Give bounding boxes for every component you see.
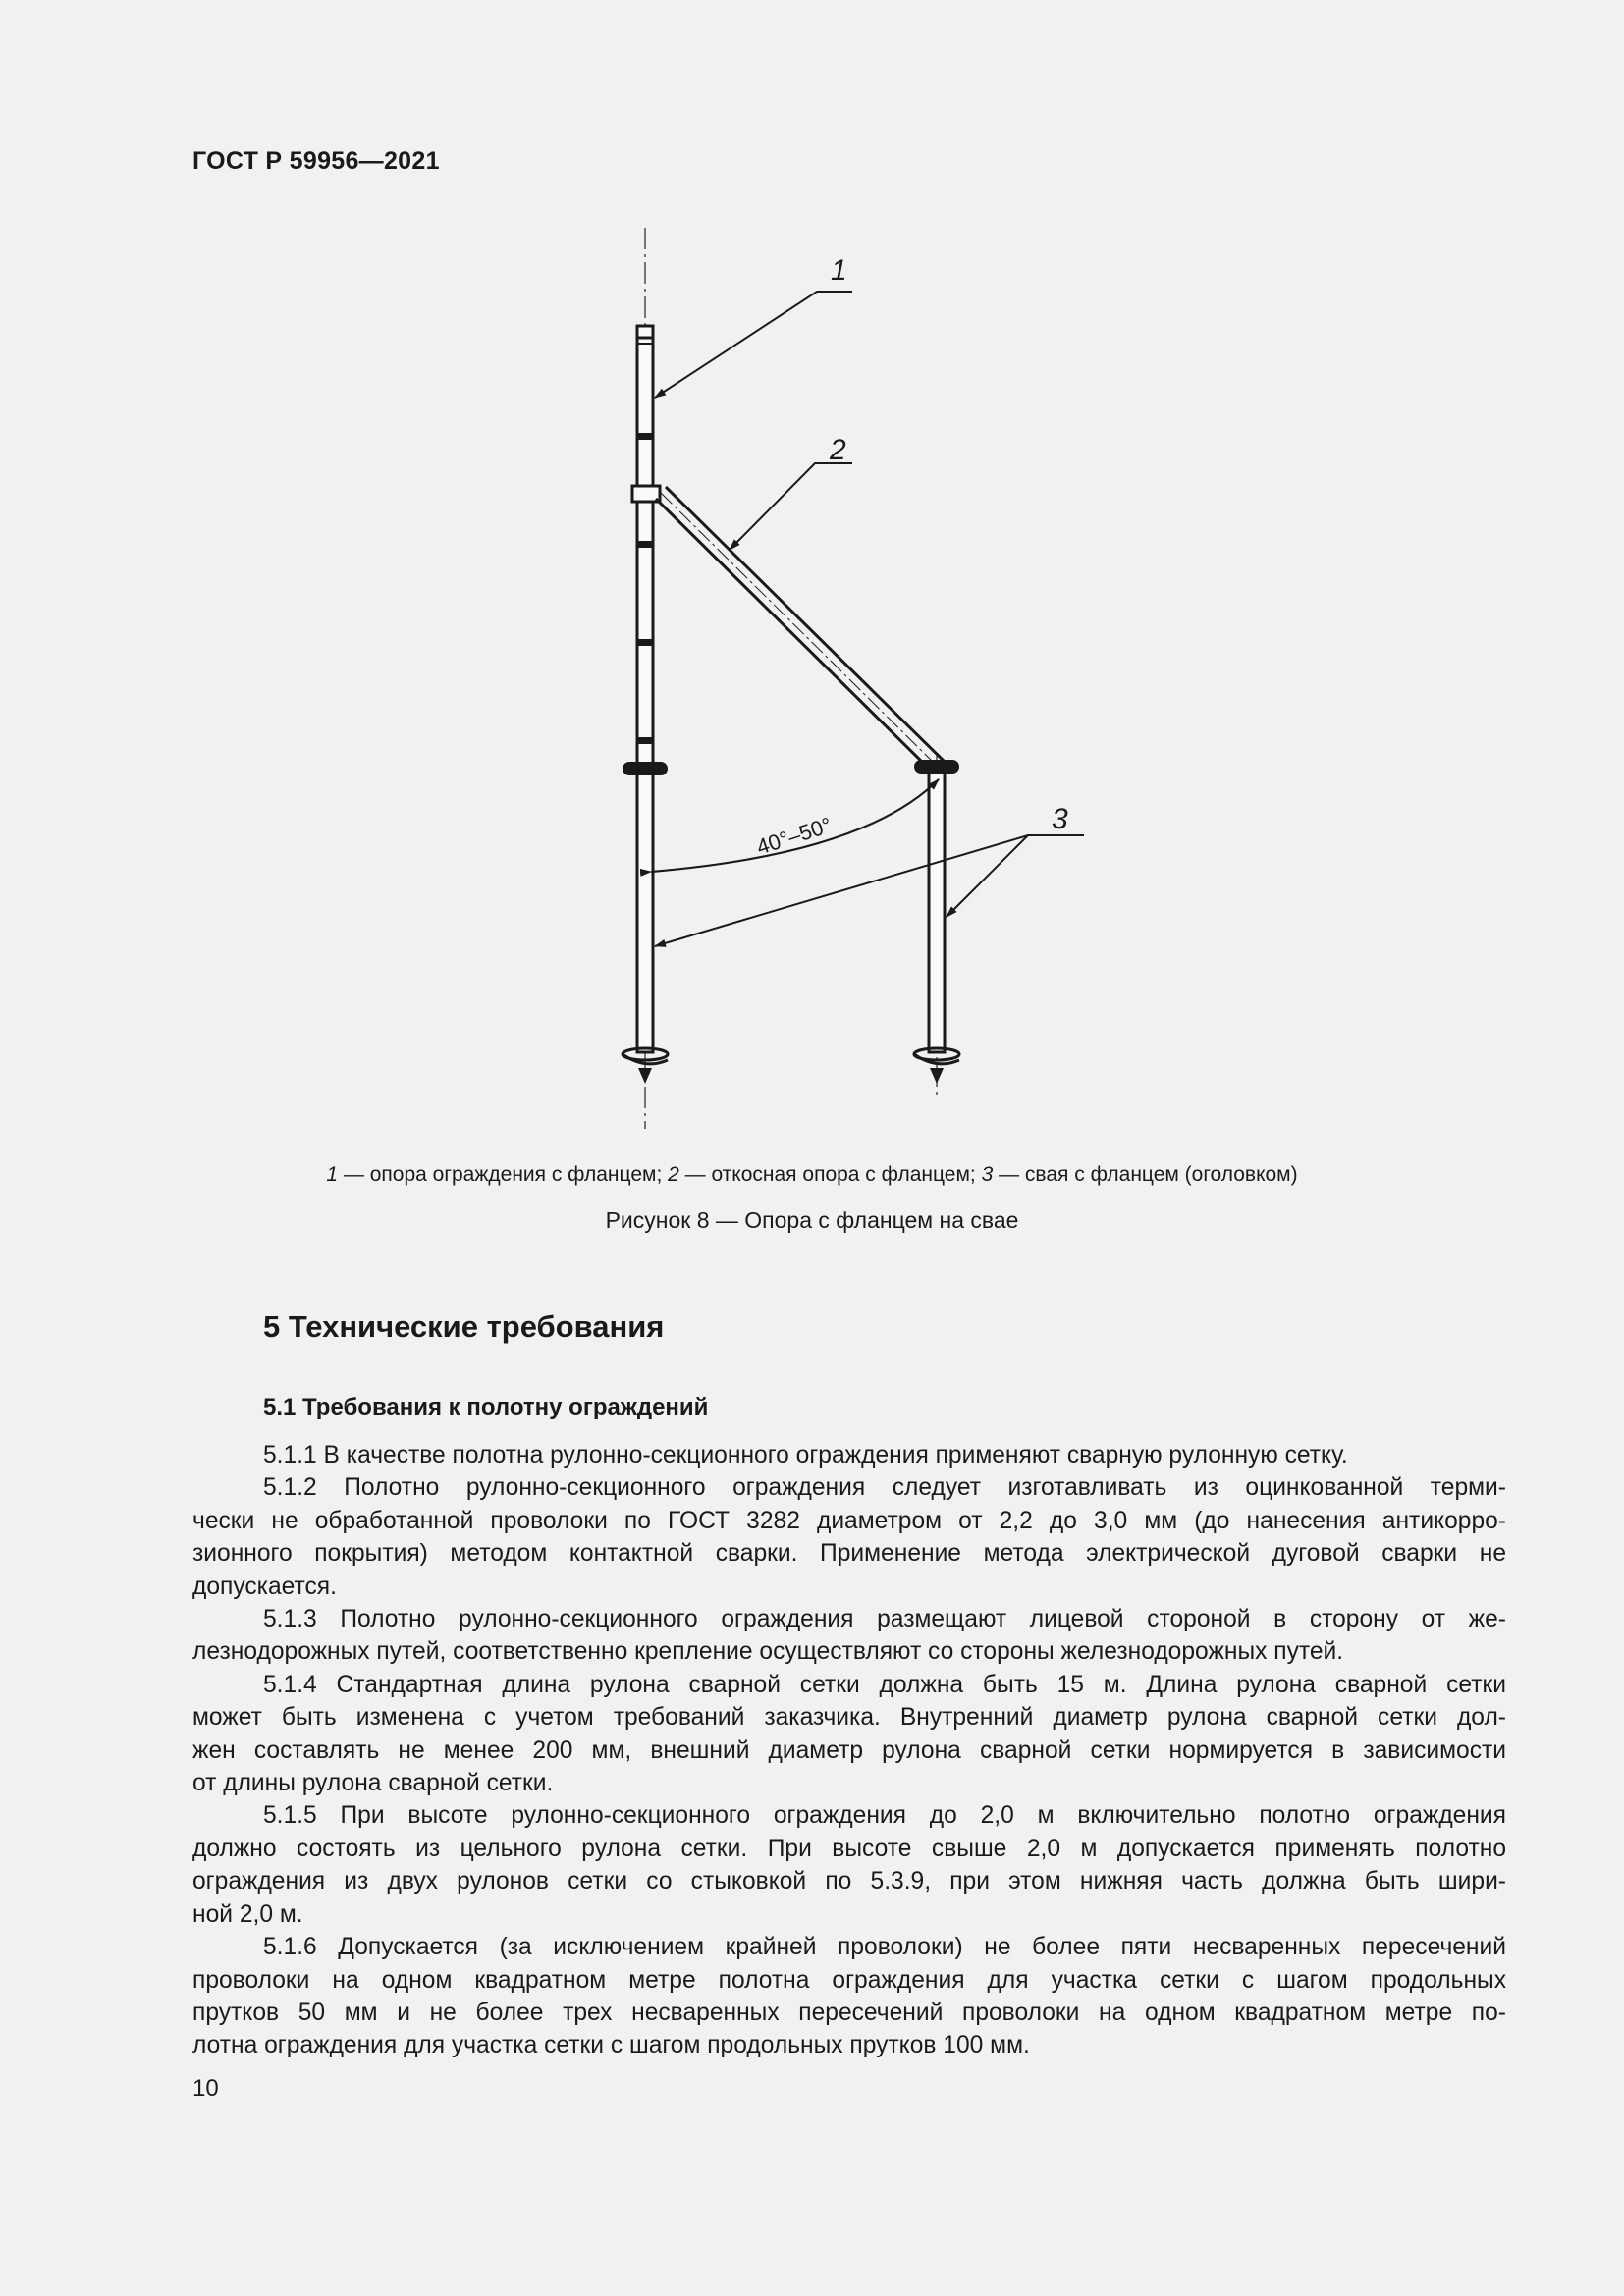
text-line: 5.1.2 Полотно рулонно-секционного ограждения следует изготавливать из оцинкованной терми- [263,1474,1506,1502]
figure-support-diagram [550,221,1100,1144]
legend-text-3: — свая с фланцем (оголовком) [993,1163,1298,1186]
text-line: должно состоять из цельного рулона сетки. При высоте свыше 2,0 м допускается применять полотно [192,1835,1506,1862]
paragraph-5-1-6 [192,1931,1506,2062]
angle-label: 40°–50° [753,812,836,860]
figure-label-1: 1 [831,254,847,287]
subsection-title: 5.1 Требования к полотну ограждений [263,1394,709,1420]
text-line: лезнодорожных путей, соответственно крепление осуществляют со стороны железнодорожных путей. [192,1638,1344,1666]
section-title: 5 Технические требования [263,1309,665,1344]
text-line: 5.1.3 Полотно рулонно-секционного ограждения размещают лицевой стороной в сторону от же- [263,1606,1506,1633]
document-code-header: ГОСТ Р 59956—2021 [192,147,440,175]
leader-lines [655,292,1084,946]
body-text [192,1439,1506,2062]
text-line: 5.1.1 В качестве полотна рулонно-секционного ограждения применяют сварную рулонную сетку. [263,1442,1348,1468]
text-line: чески не обработанной проволоки по ГОСТ 3282 диаметром от 2,2 до 3,0 мм (до нанесения антикорро- [192,1507,1506,1534]
legend-num-1: 1 [326,1163,339,1186]
screw-tips [638,1068,944,1084]
figure-legend [0,1163,1624,1187]
text-line: лотна ограждения для участка сетки с шагом продольных прутков 100 мм. [192,2032,1030,2059]
text-line: допускается. [192,1573,337,1600]
axis-lines [645,228,937,1129]
inclined-strut [656,487,947,770]
pile [929,771,945,1052]
text-line: прутков 50 мм и не более трех несваренных пересечений проволоки на одном квадратном метре по- [192,1999,1506,2026]
screw-ends [623,1048,959,1064]
text-line: ной 2,0 м. [192,1900,303,1928]
text-line: 5.1.5 При высоте рулонно-секционного ограждения до 2,0 м включительно полотно ограждения [263,1802,1506,1830]
text-line: ограждения из двух рулонов сетки со стыковкой по 5.3.9, при этом нижняя часть должна быть шири- [192,1868,1506,1896]
legend-text-2: — откосная опора с фланцем; [678,1163,982,1186]
paragraph-5-1-3 [192,1603,1506,1669]
text-line: зионного покрытия) методом контактной сварки. Применение метода электрической дуговой сварки не [192,1540,1506,1568]
paragraph-5-1-5 [192,1799,1506,1931]
paragraph-5-1-4 [192,1669,1506,1800]
figure-caption: Рисунок 8 — Опора с фланцем на свае [605,1207,1019,1233]
legend-text-1: — опора ограждения с фланцем; [338,1163,669,1186]
legend-num-3: 3 [981,1163,994,1186]
figure-label-3: 3 [1052,803,1068,835]
text-line: от длины рулона сварной сетки. [192,1770,554,1797]
leader-label-lines [815,292,1084,835]
text-line: жен составлять не менее 200 мм, внешний диаметр рулона сварной сетки нормируется в зависимости [192,1736,1506,1764]
text-line: 5.1.4 Стандартная длина рулона сварной сетки должна быть 15 м. Длина рулона сварной сетки [263,1671,1506,1698]
text-line: может быть изменена с учетом требований заказчика. Внутренний диаметр рулона сварной сетки дол- [192,1704,1506,1732]
figure-label-2: 2 [830,434,846,466]
paragraph-5-1-1 [192,1439,1506,1471]
page-number: 10 [192,2075,219,2102]
legend-num-2: 2 [668,1163,679,1186]
text-line: 5.1.6 Допускается (за исключением крайней проволоки) не более пяти несваренных пересечений [263,1934,1506,1961]
text-line: проволоки на одном квадратном метре полотна ограждения для участка сетки с шагом продольных [192,1966,1506,1994]
flanges [623,760,959,775]
paragraph-5-1-2 [192,1471,1506,1603]
